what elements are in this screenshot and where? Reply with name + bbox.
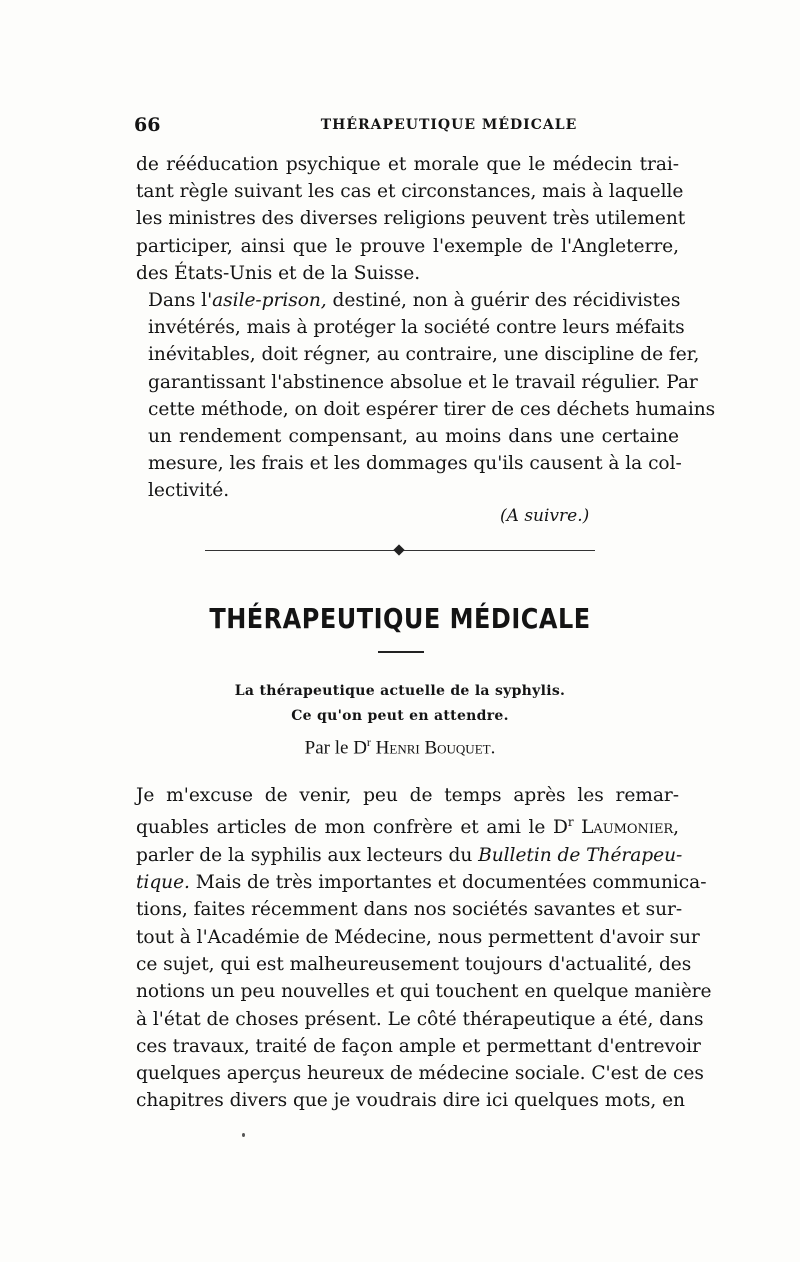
- text-line: des États-Unis et de la Suisse.: [136, 262, 421, 284]
- superscript: r: [567, 815, 574, 830]
- ornamental-divider: [205, 548, 595, 552]
- text-line: les ministres des diverses religions peuvent très utilement: [136, 208, 686, 230]
- text-run: parler de la syphilis aux lecteurs du: [136, 844, 479, 866]
- byline-superscript: r: [366, 735, 371, 749]
- text-line: chapitres divers que je voudrais dire ici quelques mots, en: [136, 1090, 685, 1112]
- print-speck: [242, 1133, 245, 1137]
- text-line: tant règle suivant les cas et circonstances, mais à laquelle: [136, 181, 684, 203]
- italic-term: asile-prison,: [212, 290, 327, 311]
- text-line: [136, 809, 679, 841]
- text-run: Dans l': [148, 290, 213, 311]
- text-line: notions un peu nouvelles et qui touchent en quelque manière: [136, 981, 712, 1003]
- text-line: quelques aperçus heureux de médecine sociale. C'est de ces: [136, 1063, 704, 1085]
- text-line: un rendement compensant, au moins dans une certaine: [148, 426, 679, 448]
- journal-title-italic: Bulletin de Thérapeu-: [478, 844, 683, 866]
- running-head: [134, 114, 680, 138]
- page-number: 66: [134, 114, 161, 136]
- diamond-ornament-icon: [393, 544, 404, 555]
- text-run: Mais de très importantes et documentées communica-: [189, 872, 707, 894]
- text-line: inévitables, doit régner, au contraire, une discipline de fer,: [148, 344, 700, 366]
- text-line: tions, faites récemment dans nos sociétés savantes et sur-: [136, 899, 683, 921]
- text-line: garantissant l'abstinence absolue et le travail régulier. Par: [148, 371, 698, 393]
- text-line: à l'état de choses présent. Le côté thérapeutique a été, dans: [136, 1008, 704, 1030]
- paragraph-continued: [136, 151, 686, 287]
- article-title: La thérapeutique actuelle de la syphylis.: [234, 683, 566, 699]
- byline-prefix: Par le D: [304, 737, 367, 759]
- author-byline: [120, 735, 680, 759]
- section-title: THÉRAPEUTIQUE MÉDICALE: [209, 602, 591, 636]
- text-run: quables articles de mon confrère et ami le D: [136, 817, 568, 839]
- text-line: lectivité.: [148, 480, 230, 502]
- text-line: ces travaux, traité de façon ample et permettant d'entrevoir: [136, 1035, 701, 1057]
- article-body-paragraph: [136, 782, 712, 1115]
- text-line: Je m'excuse de venir, peu de temps après les remar-: [136, 785, 679, 806]
- text-line: [136, 842, 683, 869]
- title-underline-rule: [378, 651, 424, 653]
- text-line: participer, ainsi que le prouve l'exemple de l'Angleterre,: [136, 235, 679, 257]
- running-title: THÉRAPEUTIQUE MÉDICALE: [320, 117, 578, 133]
- paragraph-asile-prison: [136, 287, 716, 505]
- cited-author-name: Laumonier,: [581, 817, 679, 839]
- text-line: mesure, les frais et les dommages qu'ils causent à la col-: [148, 453, 682, 475]
- text-run: destiné, non à guérir des récidivistes: [326, 290, 681, 311]
- text-line: cette méthode, on doit espérer tirer de ces déchets humains: [148, 398, 716, 420]
- author-name: Henri Bouquet.: [375, 737, 496, 759]
- text-line: invétérés, mais à protéger la société contre leurs méfaits: [148, 317, 685, 339]
- article-subtitle: Ce qu'on peut en attendre.: [291, 708, 509, 724]
- text-line: [136, 287, 679, 314]
- journal-title-italic: tique.: [136, 872, 190, 894]
- text-line: tout à l'Académie de Médecine, nous permettent d'avoir sur: [136, 926, 700, 948]
- text-line: de rééducation psychique et morale que le médecin trai-: [136, 154, 679, 175]
- to-be-continued-note: (A suivre.): [500, 506, 590, 526]
- text-line: [136, 869, 707, 896]
- text-line: ce sujet, qui est malheureusement toujours d'actualité, des: [136, 953, 692, 975]
